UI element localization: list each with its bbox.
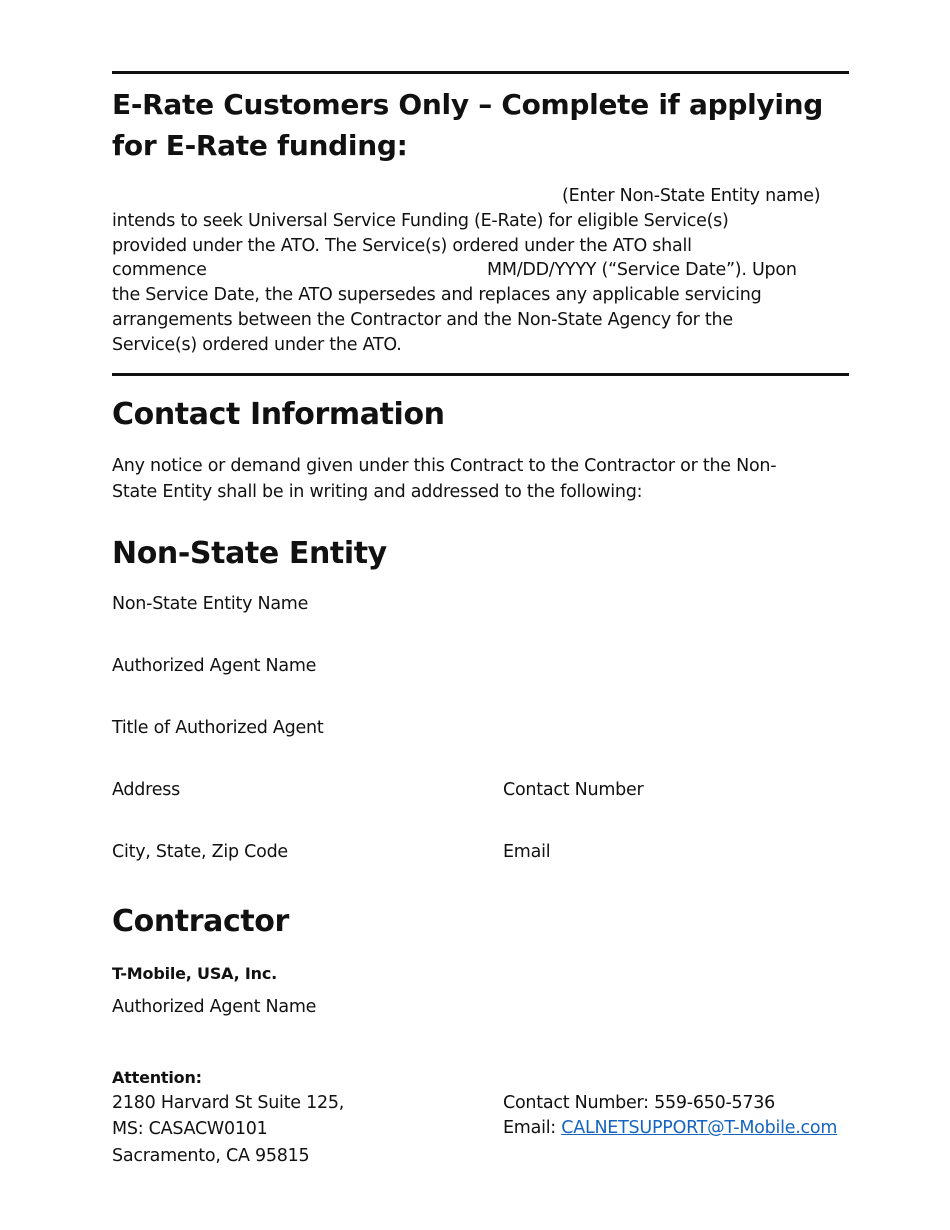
- service-date-placeholder: MM/DD/YYYY (“Service Date”). Upon: [487, 260, 797, 280]
- address-label: Address: [112, 780, 180, 800]
- erate-paragraph-line: intends to seek Universal Service Funding (E-Rate) for eligible Service(s): [112, 211, 729, 231]
- contractor-address-line: Sacramento, CA 95815: [112, 1146, 310, 1166]
- contractor-company: T-Mobile, USA, Inc.: [112, 964, 277, 983]
- entity-name-placeholder: (Enter Non-State Entity name): [562, 186, 821, 206]
- contractor-contact-number: Contact Number: 559-650-5736: [503, 1093, 776, 1113]
- erate-paragraph-line: the Service Date, the ATO supersedes and replaces any applicable servicing: [112, 285, 762, 305]
- contractor-address-line: MS: CASACW0101: [112, 1119, 268, 1139]
- erate-paragraph-line: Service(s) ordered under the ATO.: [112, 335, 402, 355]
- contractor-heading: Contractor: [112, 904, 289, 939]
- erate-paragraph-line: provided under the ATO. The Service(s) ordered under the ATO shall: [112, 236, 692, 256]
- non-state-entity-heading: Non-State Entity: [112, 536, 387, 571]
- agent-name-label: Authorized Agent Name: [112, 656, 317, 676]
- contractor-email-prefix: Email:: [503, 1118, 562, 1138]
- contractor-email-link[interactable]: CALNETSUPPORT@T-Mobile.com: [561, 1118, 838, 1138]
- city-state-zip-label: City, State, Zip Code: [112, 842, 288, 862]
- contact-info-text-line: State Entity shall be in writing and addressed to the following:: [112, 482, 643, 502]
- top-divider: [112, 71, 849, 74]
- contractor-email-line: [503, 1118, 837, 1138]
- erate-paragraph-line: arrangements between the Contractor and the Non-State Agency for the: [112, 310, 733, 330]
- entity-name-label: Non-State Entity Name: [112, 594, 309, 614]
- contact-info-heading: Contact Information: [112, 397, 445, 432]
- erate-paragraph-line: commence: [112, 260, 207, 280]
- contractor-address-line: 2180 Harvard St Suite 125,: [112, 1093, 345, 1113]
- attention-label: Attention:: [112, 1068, 202, 1087]
- section-divider: [112, 373, 849, 376]
- email-label: Email: [503, 842, 551, 862]
- contact-number-label: Contact Number: [503, 780, 644, 800]
- contractor-agent-label: Authorized Agent Name: [112, 997, 317, 1017]
- contact-info-text-line: Any notice or demand given under this Contract to the Contractor or the Non-: [112, 456, 777, 476]
- erate-heading-line1: E-Rate Customers Only – Complete if applying: [112, 88, 824, 121]
- agent-title-label: Title of Authorized Agent: [112, 718, 324, 738]
- erate-heading-line2: for E-Rate funding:: [112, 129, 408, 162]
